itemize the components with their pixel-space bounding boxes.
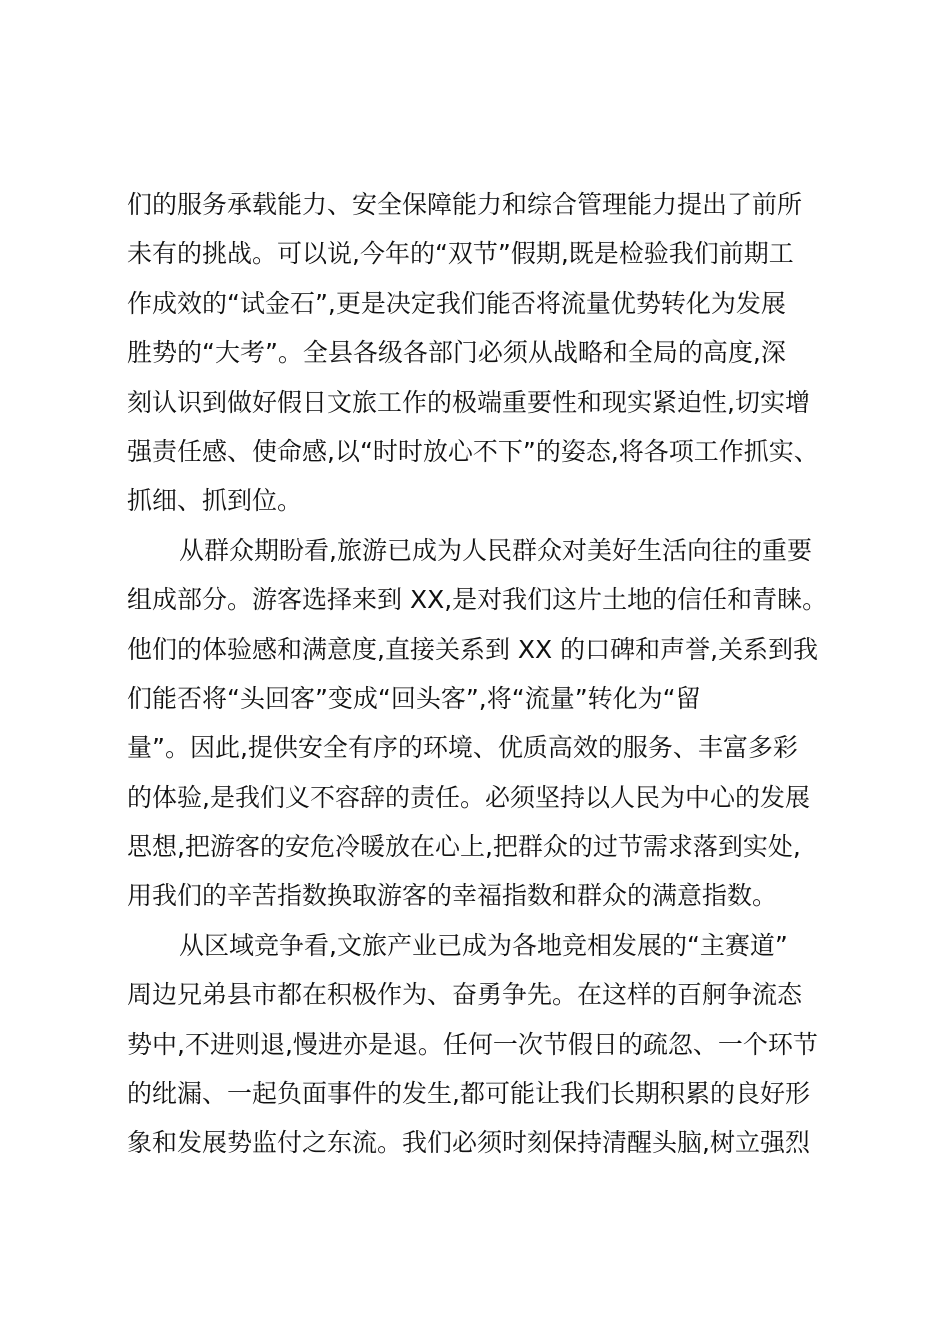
text-line: 他们的体验感和满意度,直接关系到 XX 的口碑和声誉,关系到我	[127, 634, 819, 664]
text-line: 用我们的辛苦指数换取游客的幸福指数和群众的满意指数。	[127, 881, 778, 911]
text-line: 们能否将“头回客”变成“回头客”,将“流量”转化为“留	[127, 683, 701, 713]
text-line: 的体验,是我们义不容辞的责任。必须坚持以人民为中心的发展	[127, 782, 810, 812]
text-line: 周边兄弟县市都在积极作为、奋勇争先。在这样的百舸争流态	[127, 980, 803, 1010]
text-line: 作成效的“试金石”,更是决定我们能否将流量优势转化为发展	[127, 288, 786, 318]
text-line: 势中,不进则退,慢进亦是退。任何一次节假日的疏忽、一个环节	[127, 1029, 818, 1059]
text-line: 象和发展势监付之东流。我们必须时刻保持清醒头脑,树立强烈	[127, 1128, 810, 1158]
text-line: 强责任感、使命感,以“时时放心不下”的姿态,将各项工作抓实、	[127, 436, 819, 466]
paragraph-start-line: 从群众期盼看,旅游已成为人民群众对美好生活向往的重要	[179, 535, 812, 565]
text-line: 的纰漏、一起负面事件的发生,都可能让我们长期积累的良好形	[127, 1079, 810, 1109]
text-line: 抓细、抓到位。	[127, 486, 303, 516]
body-text	[127, 180, 839, 1168]
text-line: 思想,把游客的安危冷暖放在心上,把群众的过节需求落到实处,	[127, 832, 801, 862]
paragraph-start-line: 从区域竞争看,文旅产业已成为各地竞相发展的“主赛道”	[179, 930, 788, 960]
text-line: 未有的挑战。可以说,今年的“双节”假期,既是检验我们前期工	[127, 239, 794, 269]
text-line: 组成部分。游客选择来到 XX,是对我们这片土地的信任和青睐。	[127, 585, 828, 615]
text-line: 量”。因此,提供安全有序的环境、优质高效的服务、丰富多彩	[127, 733, 798, 763]
text-line: 胜势的“大考”。全县各级各部门必须从战略和全局的高度,深	[127, 338, 786, 368]
text-line: 们的服务承载能力、安全保障能力和综合管理能力提出了前所	[127, 190, 803, 219]
text-line: 刻认识到做好假日文旅工作的极端重要性和现实紧迫性,切实增	[127, 387, 810, 417]
